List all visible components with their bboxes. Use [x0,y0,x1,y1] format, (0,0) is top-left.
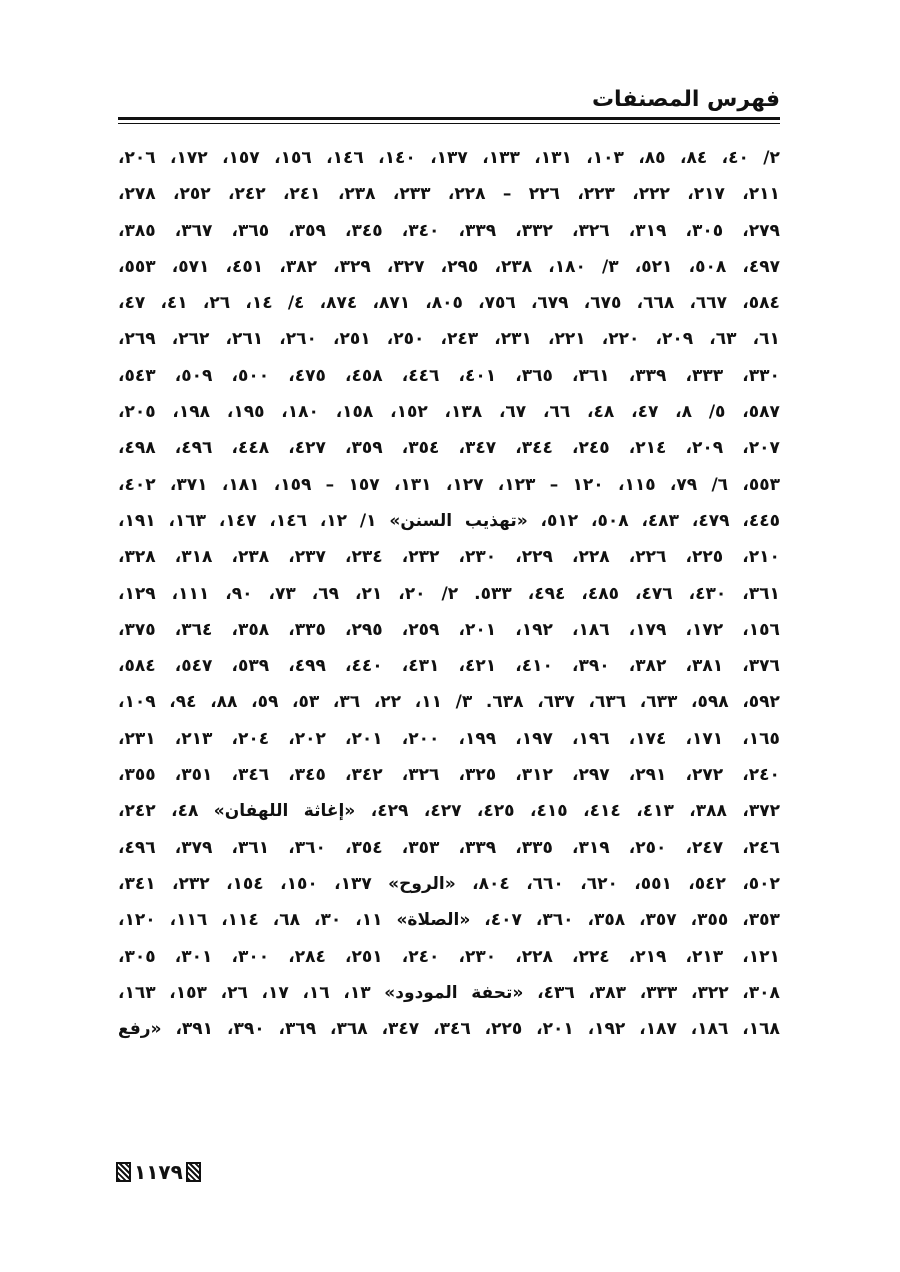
index-line: ٣٣٠، ٣٣٣، ٣٣٩، ٣٦١، ٣٦٥، ٤٠١، ٤٤٦، ٤٥٨، ٤٧٥، ٥٠٠، ٥٠٩، ٥٤٣، [118,365,780,386]
index-line: ٤٩٧، ٥٠٨، ٥٢١، ٣/ ١٨٠، ٢٣٨، ٢٩٥، ٣٢٧، ٣٢٩، ٣٨٢، ٤٥١، ٥٧١، ٥٥٣، [118,256,780,277]
index-line: ٣٧٦، ٣٨١، ٣٨٢، ٣٩٠، ٤١٠، ٤٢١، ٤٣١، ٤٤٠، ٤٩٩، ٥٣٩، ٥٤٧، ٥٨٤، [118,656,780,677]
index-line: ٢٤٠، ٢٧٢، ٢٩١، ٢٩٧، ٣١٢، ٣٢٥، ٣٢٦، ٣٤٢، ٣٤٥، ٣٤٦، ٣٥١، ٣٥٥، [118,765,780,786]
index-line: ٢١٠، ٢٢٥، ٢٢٦، ٢٢٨، ٢٢٩، ٢٣٠، ٢٣٢، ٢٣٤، ٢٣٧، ٢٣٨، ٣١٨، ٣٢٨، [118,547,780,568]
page-header [118,84,780,124]
header-rule-thick [118,117,780,120]
index-line: ٢٧٩، ٣٠٥، ٣١٩، ٣٢٦، ٣٣٢، ٣٣٩، ٣٤٠، ٣٤٥، ٣٥٩، ٣٦٥، ٣٦٧، ٣٨٥، [118,220,780,241]
index-line: ٥٠٢، ٥٤٢، ٥٥١، ٦٢٠، ٦٦٠، ٨٠٤، «الروح» ١٣٧، ١٥٠، ١٥٤، ٢٣٢، ٣٤١، [118,873,780,894]
index-line: ٣٠٨، ٣٢٢، ٣٣٣، ٣٨٣، ٤٣٦، «تحفة المودود» ١٣، ١٦، ١٧، ٢٦، ١٥٣، ١٦٣، [118,982,780,1003]
index-line: ٣٦١، ٤٣٠، ٤٧٦، ٤٨٥، ٤٩٤، ٥٣٣. ٢/ ٢٠، ٢١، ٦٩، ٧٣، ٩٠، ١١١، ١٢٩، [118,583,780,604]
index-line: ٥٩٢، ٥٩٨، ٦٣٣، ٦٣٦، ٦٣٧، ٦٣٨. ٣/ ١١، ٢٢، ٣٦، ٥٣، ٥٩، ٨٨، ٩٤، ١٠٩، [118,692,780,713]
index-line: ١٥٦، ١٧٢، ١٧٩، ١٨٦، ١٩٢، ٢٠١، ٢٥٩، ٢٩٥، ٣٣٥، ٣٥٨، ٣٦٤، ٣٧٥، [118,619,780,640]
index-line: ١٦٨، ١٨٦، ١٨٧، ١٩٢، ٢٠١، ٢٢٥، ٣٤٦، ٣٤٧، ٣٦٨، ٣٦٩، ٣٩٠، ٣٩١، «رفع [118,1019,780,1040]
index-line: ٤٤٥، ٤٧٩، ٤٨٣، ٥٠٨، ٥١٢، «تهذيب السنن» ١/ ١٢، ١٤٦، ١٤٧، ١٦٣، ١٩١، [118,510,780,531]
index-line: ٢/ ٤٠، ٨٤، ٨٥، ١٠٣، ١٣١، ١٣٣، ١٣٧، ١٤٠، ١٤٦، ١٥٦، ١٥٧، ١٧٢، ٢٠٦، [118,148,780,168]
index-line: ١٦٥، ١٧١، ١٧٤، ١٩٦، ١٩٧، ١٩٩، ٢٠٠، ٢٠١، ٢٠٢، ٢٠٤، ٢١٣، ٢٣١، [118,728,780,749]
page-title: فهرس المصنفات [591,87,780,112]
index-line: ٢٠٧، ٢٠٩، ٢١٤، ٢٤٥، ٣٤٤، ٣٤٧، ٣٥٤، ٣٥٩، ٤٢٧، ٤٤٨، ٤٩٦، ٤٩٨، [118,438,780,459]
index-line: ٢١١، ٢١٧، ٢٢٢، ٢٢٣، ٢٢٦ – ٢٢٨، ٢٣٣، ٢٣٨، ٢٤١، ٢٤٢، ٢٥٢، ٢٧٨، [118,184,780,205]
page-footer [116,1158,201,1186]
index-line: ٣٥٣، ٣٥٥، ٣٥٧، ٣٥٨، ٣٦٠، ٤٠٧، «الصلاة» ١١، ٣٠، ٦٨، ١١٤، ١١٦، ١٢٠، [118,910,780,931]
page-number: ١١٧٩ [134,1160,183,1184]
index-line: ٥٨٤، ٦٦٧، ٦٦٨، ٦٧٥، ٦٧٩، ٧٥٦، ٨٠٥، ٨٧١، ٨٧٤، ٤/ ١٤، ٢٦، ٤١، ٤٧، [118,293,780,314]
ornament-left-icon [116,1162,131,1182]
index-line: ٥٨٧، ٥/ ٨، ٤٧، ٤٨، ٦٦، ٦٧، ١٣٨، ١٥٢، ١٥٨، ١٨٠، ١٩٥، ١٩٨، ٢٠٥، [118,402,780,423]
ornament-right-icon [186,1162,201,1182]
index-line: ٣٧٢، ٣٨٨، ٤١٣، ٤١٤، ٤١٥، ٤٢٥، ٤٢٧، ٤٢٩، «إغاثة اللهفان» ٤٨، ٢٤٢، [118,801,780,822]
index-line: ٢٤٦، ٢٤٧، ٢٥٠، ٣١٩، ٣٣٥، ٣٣٩، ٣٥٣، ٣٥٤، ٣٦٠، ٣٦١، ٣٧٩، ٤٩٦، [118,837,780,858]
index-line: ٥٥٣، ٦/ ٧٩، ١١٥، ١٢٠ – ١٢٣، ١٢٧، ١٣١، ١٥٧ – ١٥٩، ١٨١، ٣٧١، ٤٠٢، [118,474,780,495]
index-line: ٦١، ٦٣، ٢٠٩، ٢٢٠، ٢٢١، ٢٣١، ٢٤٣، ٢٥٠، ٢٥١، ٢٦٠، ٢٦١، ٢٦٢، ٢٦٩، [118,329,780,350]
index-body [118,140,780,1047]
index-line: ١٢١، ٢١٣، ٢١٩، ٢٢٤، ٢٢٨، ٢٣٠، ٢٤٠، ٢٥١، ٢٨٤، ٣٠٠، ٣٠١، ٣٠٥، [118,946,780,967]
header-rule-thin [118,123,780,124]
